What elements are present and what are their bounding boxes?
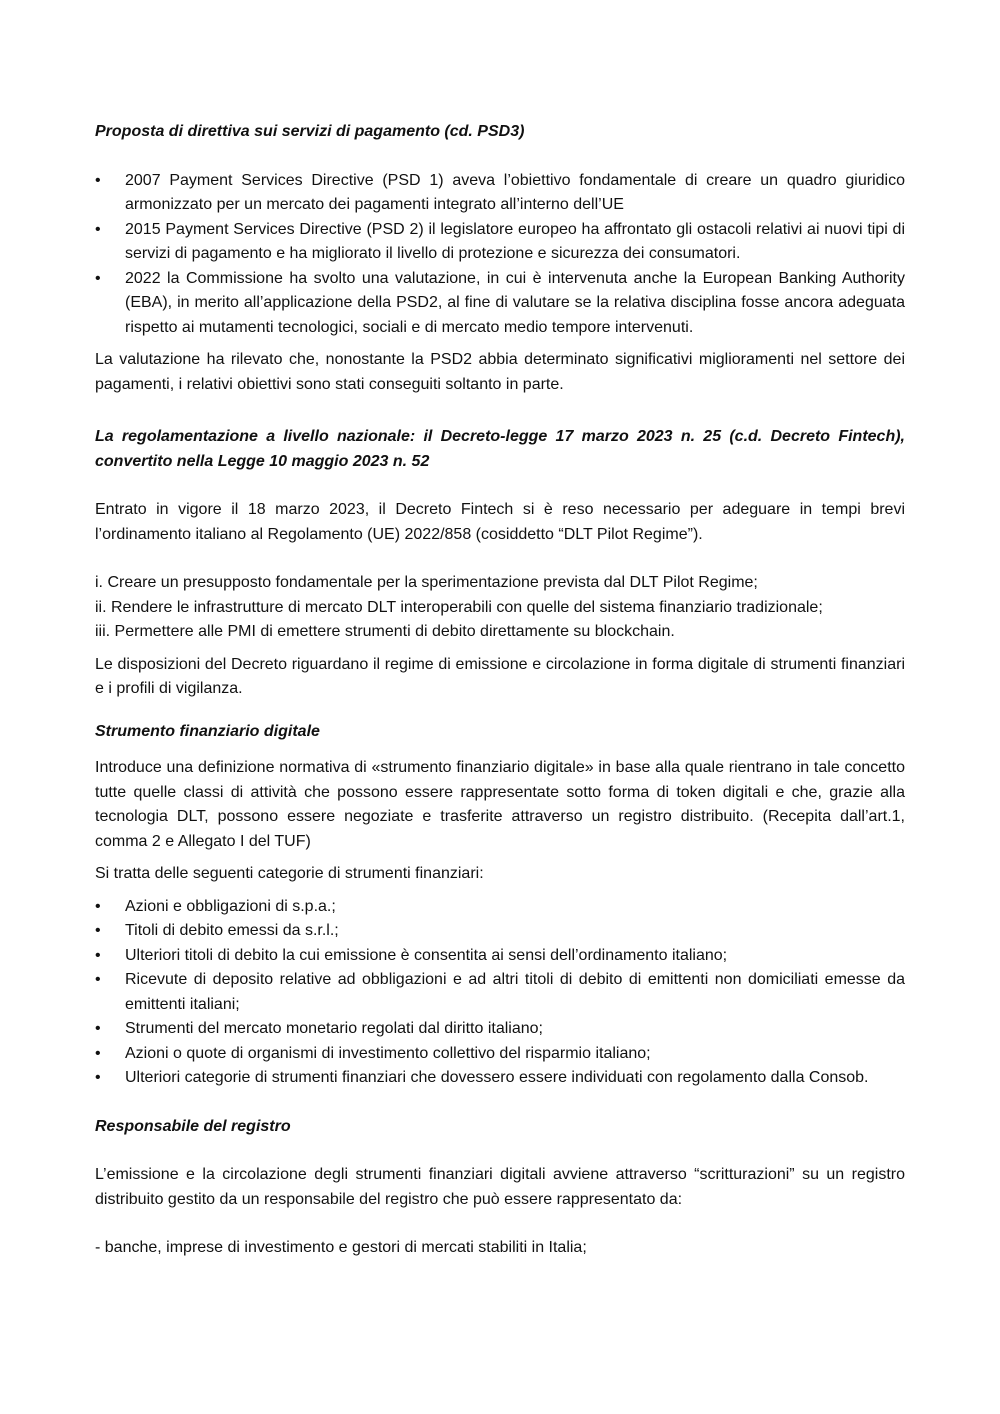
paragraph-valutazione: La valutazione ha rilevato che, nonostante la PSD2 abbia determinato significativi miglioramenti nel settore dei pagamenti, i relativi obiettivi sono stati conseguiti soltanto in parte. [95,351,905,393]
section-heading-responsabile-registro: Responsabile del registro [95,1117,291,1135]
list-item: • Ricevute di deposito relative ad obbligazioni e ad altri titoli di debito di emittenti non domiciliati emesse da emittenti italiani; [95,968,905,1017]
list-item: • 2007 Payment Services Directive (PSD 1) aveva l’obiettivo fondamentale di creare un quadro giuridico armonizzato per un mercato dei pagamenti integrato all’interno dell’UE [95,169,905,218]
paragraph-entrata-in-vigore: Entrato in vigore il 18 marzo 2023, il Decreto Fintech si è reso necessario per adeguare in tempi brevi l’ordinamento italiano al Regolamento (UE) 2022/858 (cosiddetto “DLT Pilot Regime”). [95,501,905,543]
paragraph-categorie-lead: Si tratta delle seguenti categorie di strumenti finanziari: [95,865,484,882]
section-heading-decreto-fintech: La regolamentazione a livello nazionale: il Decreto-legge 17 marzo 2023 n. 25 (c.d. Decreto Fintech), convertito nella Legge 10 maggio 2023 n. 52 [95,428,905,470]
list-item: • Strumenti del mercato monetario regolati dal diritto italiano; [95,1017,905,1042]
section-heading-strumento-digitale: Strumento finanziario digitale [95,722,320,740]
list-item: • Ulteriori titoli di debito la cui emissione è consentita ai sensi dell’ordinamento italiano; [95,944,905,969]
list-item: • Azioni e obbligazioni di s.p.a.; [95,895,905,920]
list-item: • 2015 Payment Services Directive (PSD 2) il legislatore europeo ha affrontato gli ostacoli relativi ai nuovi tipi di servizi di pagamento e ha migliorato il livello di protezione e sicurezza dei consumatori. [95,218,905,267]
paragraph-disposizioni: Le disposizioni del Decreto riguardano il regime di emissione e circolazione in forma digitale di strumenti finanziari e i profili di vigilanza. [95,655,905,697]
paragraph-definizione: Introduce una definizione normativa di «strumento finanziario digitale» in base alla quale rientrano in tale concetto tutte quelle classi di attività che possono essere rappresentate sotto forma di token digitali e che, grazie alla tecnologia DLT, possono essere negoziate e trasferite attraverso un registro distribuito. (Recepita dall’art.1, comma 2 e Allegato I del TUF) [95,759,905,850]
paragraph-scritturazioni: L’emissione e la circolazione degli strumenti finanziari digitali avviene attraverso “scritturazioni” su un registro distribuito gestito da un responsabile del registro che può essere rappresentato da: [95,1166,905,1208]
list-item: • Azioni o quote di organismi di investimento collettivo del risparmio italiano; [95,1042,905,1067]
list-item: ii. Rendere le infrastrutture di mercato DLT interoperabili con quelle del sistema finanziario tradizionale; [95,598,823,616]
list-item: - banche, imprese di investimento e gestori di mercati stabiliti in Italia; [95,1239,587,1256]
list-item: • Titoli di debito emessi da s.r.l.; [95,919,905,944]
categorie-list [95,895,905,1091]
list-item: • Ulteriori categorie di strumenti finanziari che dovessero essere individuati con regolamento dalla Consob. [95,1066,905,1091]
list-item: iii. Permettere alle PMI di emettere strumenti di debito direttamente su blockchain. [95,623,675,640]
document-page [95,120,905,1261]
section-heading-psd3: Proposta di direttiva sui servizi di pagamento (cd. PSD3) [95,123,525,140]
list-item: • 2022 la Commissione ha svolto una valutazione, in cui è intervenuta anche la European Banking Authority (EBA), in merito all’applicazione della PSD2, al fine di valutare se la relativa disciplina fosse ancora adeguata rispetto ai mutamenti tecnologici, sociali e di mercato medio tempore intervenuti. [95,267,905,341]
psd-history-list [95,169,905,341]
list-item: i. Creare un presupposto fondamentale per la sperimentazione prevista dal DLT Pilot Regime; [95,574,758,591]
